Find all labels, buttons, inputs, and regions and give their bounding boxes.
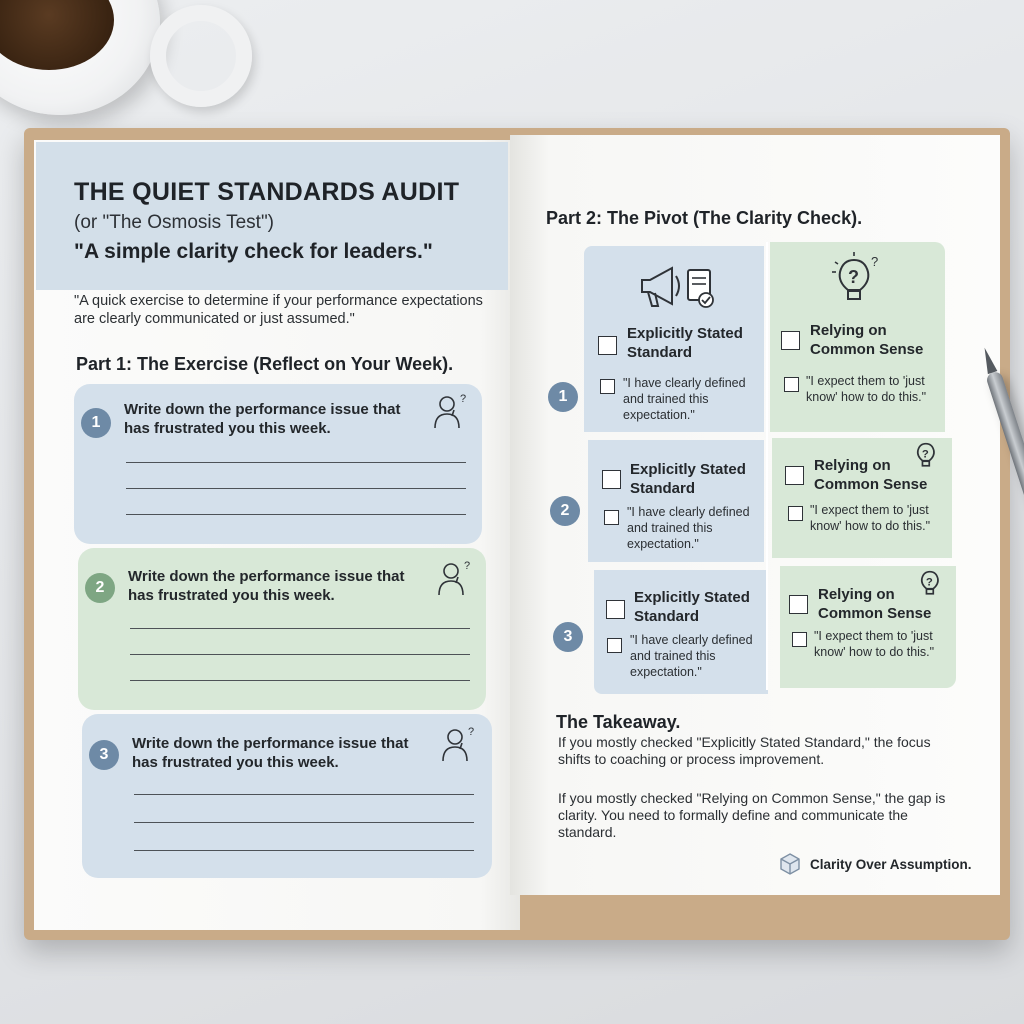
exercise-prompt-3: Write down the performance issue that has frustrated you this week.: [132, 735, 409, 771]
mug-handle: [150, 5, 252, 107]
thinking-person-icon: [430, 390, 470, 430]
footer-text: Clarity Over Assumption.: [810, 856, 972, 872]
clarity-row-number-2: 2: [550, 496, 580, 526]
cube-logo-icon: [778, 852, 802, 876]
page-tagline: "A simple clarity check for leaders.": [74, 240, 433, 263]
svg-text:?: ?: [921, 448, 929, 461]
common-quote-2: "I expect them to 'just know' how to do this.": [810, 503, 931, 533]
page-title: THE QUIET STANDARDS AUDIT: [74, 178, 460, 206]
stated-quote-3: "I have clearly defined and trained this expectation.": [630, 633, 753, 679]
svg-text:?: ?: [460, 393, 467, 405]
writing-line: [126, 514, 466, 515]
svg-text:?: ?: [871, 254, 879, 269]
stated-quote-checkbox-1[interactable]: [600, 379, 615, 394]
exercise-prompt-2: Write down the performance issue that has frustrated you this week.: [128, 568, 405, 604]
common-quote-checkbox-3[interactable]: [792, 632, 807, 647]
writing-line: [130, 654, 470, 655]
takeaway-paragraph-2: If you mostly checked "Relying on Common Sense," the gap is clarity. You need to formally define and communicate the standard.: [558, 790, 946, 840]
part1-heading: Part 1: The Exercise (Reflect on Your Week).: [76, 354, 454, 374]
stated-quote-checkbox-3[interactable]: [607, 638, 622, 653]
takeaway-heading: The Takeaway.: [556, 712, 681, 732]
page-subtitle: (or "The Osmosis Test"): [74, 212, 275, 233]
common-quote-1: "I expect them to 'just know' how to do this.": [806, 374, 927, 404]
common-checkbox-1[interactable]: [781, 331, 800, 350]
stated-quote-checkbox-2[interactable]: [604, 510, 619, 525]
common-quote-checkbox-2[interactable]: [788, 506, 803, 521]
common-checkbox-3[interactable]: [789, 595, 808, 614]
column-divider: [766, 242, 768, 690]
exercise-number-2: 2: [85, 573, 115, 603]
writing-line: [126, 462, 466, 463]
coffee: [0, 0, 114, 70]
clarity-row-number-1: 1: [548, 382, 578, 412]
stated-checkbox-2[interactable]: [602, 470, 621, 489]
stated-heading-1: Explicitly Stated Standard: [627, 325, 743, 361]
lightbulb-question-icon: [826, 250, 886, 310]
coffee-mug: [0, 0, 160, 115]
common-heading-3: Relying on Common Sense: [818, 586, 932, 622]
intro-text: "A quick exercise to determine if your performance expectations are clearly communicated or just assumed.": [74, 293, 483, 327]
stated-heading-2: Explicitly Stated Standard: [630, 461, 746, 497]
thinking-person-icon: [438, 723, 478, 763]
takeaway-paragraph-1: If you mostly checked "Explicitly Stated Standard," the focus shifts to coaching or process improvement.: [558, 734, 931, 767]
writing-line: [134, 822, 474, 823]
thinking-person-icon: [434, 557, 474, 597]
stated-heading-3: Explicitly Stated Standard: [634, 589, 750, 625]
lightbulb-question-icon: [910, 438, 944, 472]
writing-line: [134, 794, 474, 795]
part2-heading: Part 2: The Pivot (The Clarity Check).: [546, 208, 863, 228]
common-quote-3: "I expect them to 'just know' how to do this.": [814, 629, 935, 659]
common-checkbox-2[interactable]: [785, 466, 804, 485]
common-quote-checkbox-1[interactable]: [784, 377, 799, 392]
stated-checkbox-3[interactable]: [606, 600, 625, 619]
exercise-prompt-1: Write down the performance issue that has frustrated you this week.: [124, 401, 401, 437]
writing-line: [126, 488, 466, 489]
lightbulb-question-icon: [914, 566, 948, 600]
stated-quote-1: "I have clearly defined and trained this expectation.": [623, 376, 746, 422]
clarity-row-number-3: 3: [553, 622, 583, 652]
svg-text:?: ?: [848, 267, 859, 287]
svg-text:?: ?: [464, 560, 471, 572]
writing-line: [134, 850, 474, 851]
common-heading-1: Relying on Common Sense: [810, 322, 924, 358]
megaphone-checklist-icon: [636, 260, 720, 314]
exercise-number-1: 1: [81, 408, 111, 438]
exercise-number-3: 3: [89, 740, 119, 770]
svg-text:?: ?: [925, 576, 933, 589]
stated-quote-2: "I have clearly defined and trained this expectation.": [627, 505, 750, 551]
stated-checkbox-1[interactable]: [598, 336, 617, 355]
footer: [778, 852, 972, 876]
writing-line: [130, 628, 470, 629]
common-heading-2: Relying on Common Sense: [814, 457, 928, 493]
svg-text:?: ?: [468, 726, 475, 738]
writing-line: [130, 680, 470, 681]
